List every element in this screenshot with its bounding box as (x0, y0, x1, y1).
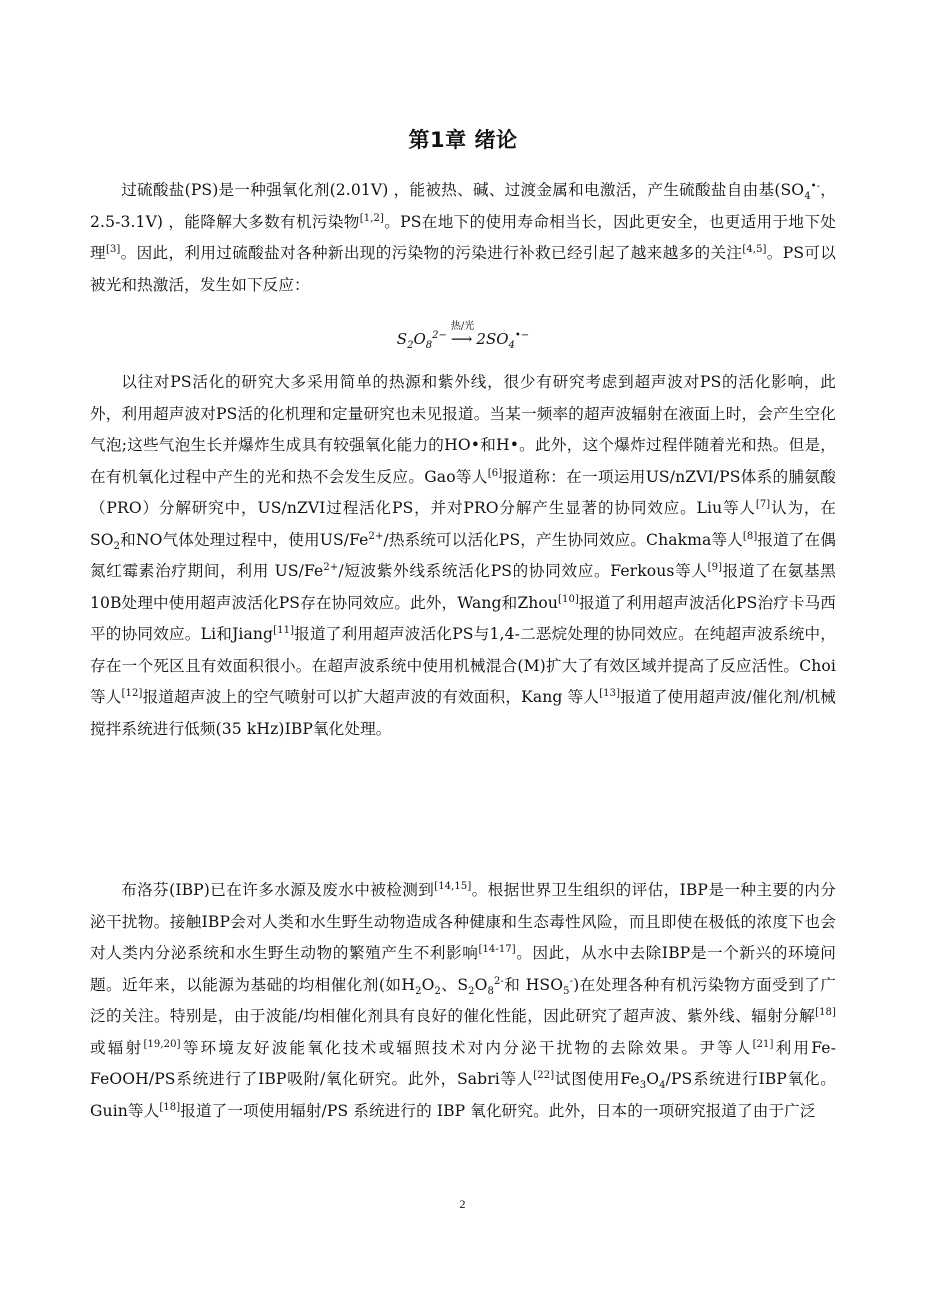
citation: [7] (755, 498, 771, 510)
text: 。因此，从水中去除IBP是一个新兴的环境问题。近年来，以能源为基础的均相催化剂(如H (90, 944, 837, 994)
text: 。PS在地下的使用寿命相当长，因此更安全，也更适用于地下处理 (90, 212, 837, 262)
text: 、S (440, 975, 469, 994)
citation: [6] (487, 467, 503, 479)
page-number: 2 (459, 1197, 466, 1211)
text: ，2.5-3.1V) ，能降解大多数有机污染物 (90, 181, 837, 231)
citation: [22] (533, 1069, 555, 1081)
text: 报道了利用超声波活化PS与1,4-二恶烷处理的协同效应。在纯超声波系统中，存在一个死区且有效面积很小。在超声波系统中使用机械混合(M)扩大了有效区域并提高了反应活性。Choi 等人 (90, 625, 837, 706)
subscript: 2 (415, 985, 422, 997)
text: O (646, 1070, 660, 1088)
text: 过硫酸盐(PS)是一种强氧化剂(2.01V) ，能被热、碱、过渡金属和电激活，产生硫酸盐自由基(SO (121, 181, 805, 199)
text: 。PS可以被光和热激活，发生如下反应： (90, 244, 836, 294)
text: 报道了使用超声波/催化剂/机械搅拌系统进行低频(35 kHz)IBP氧化处理。 (90, 688, 836, 738)
text: 布洛芬(IBP)已在许多水源及废水中被检测到 (121, 881, 435, 899)
text: 报道了在偶氮红霉素治疗期间，利用 US/Fe (90, 530, 836, 580)
text: 报道了一项使用辐射/PS 系统进行的 IBP 氧化研究。此外，日本的一项研究报道了由于广泛 (180, 1101, 816, 1120)
text: 报道了在氨基黑10B处理中使用超声波活化PS存在协同效应。此外，Wang和Zhou (90, 562, 837, 612)
text: 试图使用Fe (554, 1070, 640, 1088)
paragraph-3 (90, 875, 836, 1127)
subscript: 2 (113, 540, 121, 552)
text: 利用Fe-FeOOH/PS系统进行了IBP吸附/氧化研究。此外，Sabri等人 (90, 1038, 836, 1088)
text: 认为，在SO (90, 499, 836, 549)
superscript: - (569, 975, 574, 987)
superscript: 2+ (323, 561, 339, 573)
superscript: •- (810, 180, 821, 192)
citation: [11] (273, 624, 295, 636)
eq-sub: 2 (407, 340, 414, 351)
text: 报道了利用超声波活化PS治疗卡马西平的协同效应。Li和Jiang (90, 593, 836, 643)
citation: [21] (752, 1038, 774, 1050)
subscript: 5 (563, 985, 570, 997)
citation: [8] (742, 530, 758, 542)
arrow-glyph: ⟶ (450, 330, 473, 348)
subscript: 8 (487, 985, 494, 997)
citation: [14-17] (478, 943, 516, 955)
reaction-arrow (450, 321, 475, 348)
superscript: 2+ (368, 530, 384, 542)
citation: [1,2] (359, 212, 384, 224)
subscript: 4 (659, 1080, 666, 1092)
citation: [3] (105, 243, 121, 255)
paragraph-2 (90, 367, 836, 745)
citation: [19,20] (143, 1038, 181, 1050)
subscript: 2 (434, 985, 441, 997)
text: 以往对PS活化的研究大多采用简单的热源和紫外线，很少有研究考虑到超声波对PS的活化影响，此外，利用超声波对PS活的化机理和定量研究也未见报道。当某一频率的超声波辐射在液面上时，会产生空化气泡;这些气泡生长并爆炸生成具有较强氧化能力的HO•和H•。此外，这个爆炸过程伴随着光和热。但是，在有机氧化过程中产生的光和热不会发生反应。Gao等人 (90, 373, 836, 486)
text: O (421, 975, 435, 994)
text: 或辐射 (90, 1038, 144, 1057)
citation: [12] (121, 687, 143, 699)
superscript: 2- (493, 975, 504, 987)
citation: [4,5] (742, 243, 767, 255)
eq-term: S (396, 330, 408, 348)
subscript: 3 (639, 1080, 647, 1092)
text: O (474, 975, 488, 994)
subscript: 4 (804, 191, 811, 203)
text: )在处理各种有机污染物方面受到了广泛的关注。特别是，由于波能/均相催化剂具有良好的催化性能，因此研究了超声波、紫外线、辐射分解 (90, 975, 836, 1025)
subscript: 2 (468, 985, 475, 997)
eq-term: 2SO (476, 330, 509, 348)
text: 。因此，利用过硫酸盐对各种新出现的污染物的污染进行补救已经引起了越来越多的关注 (120, 244, 743, 262)
text: 等环境友好波能氧化技术或辐照技术对内分泌干扰物的去除效果。尹等人 (180, 1038, 753, 1057)
chapter-title: 第1章 绪论 (408, 128, 518, 152)
text: 报道超声波上的空气喷射可以扩大超声波的有效面积，Kang 等人 (142, 688, 600, 706)
reaction-equation (90, 321, 836, 364)
citation: [9] (707, 561, 723, 573)
eq-sup: •− (514, 330, 530, 341)
paragraph-1 (90, 175, 836, 301)
eq-sup: 2− (432, 330, 447, 341)
citation: [14,15] (434, 880, 472, 892)
text: /短波紫外线系统活化PS的协同效应。Ferkous等人 (338, 562, 708, 580)
eq-term: O (413, 330, 426, 348)
citation: [18] (815, 1006, 836, 1018)
text: 和 HSO (503, 975, 564, 994)
text: 。根据世界卫生组织的评估，IBP是一种主要的内分泌干扰物。接触IBP会对人类和水生野生动物造成各种健康和生态毒性风险，而且即使在极低的浓度下也会对人类内分泌系统和水生野生动物的繁殖产生不利影响 (90, 881, 836, 962)
text: /PS系统进行IBP氧化。Guin等人 (90, 1070, 837, 1120)
text: 报道称：在一项运用US/nZVI/PS体系的脯氨酸（PRO）分解研究中，US/nZVI过程活化PS，并对PRO分解产生显著的协同效应。Liu等人 (90, 467, 836, 517)
text: 和NO气体处理过程中，使用US/Fe (120, 530, 369, 549)
citation: [10] (558, 593, 579, 605)
text: /热系统可以活化PS，产生协同效应。Chakma等人 (383, 530, 743, 549)
eq-sub: 8 (425, 340, 433, 351)
eq-sub: 4 (508, 340, 515, 351)
citation: [18] (159, 1101, 181, 1113)
citation: [13] (599, 687, 621, 699)
arrow-label: 热/光 (450, 321, 475, 332)
